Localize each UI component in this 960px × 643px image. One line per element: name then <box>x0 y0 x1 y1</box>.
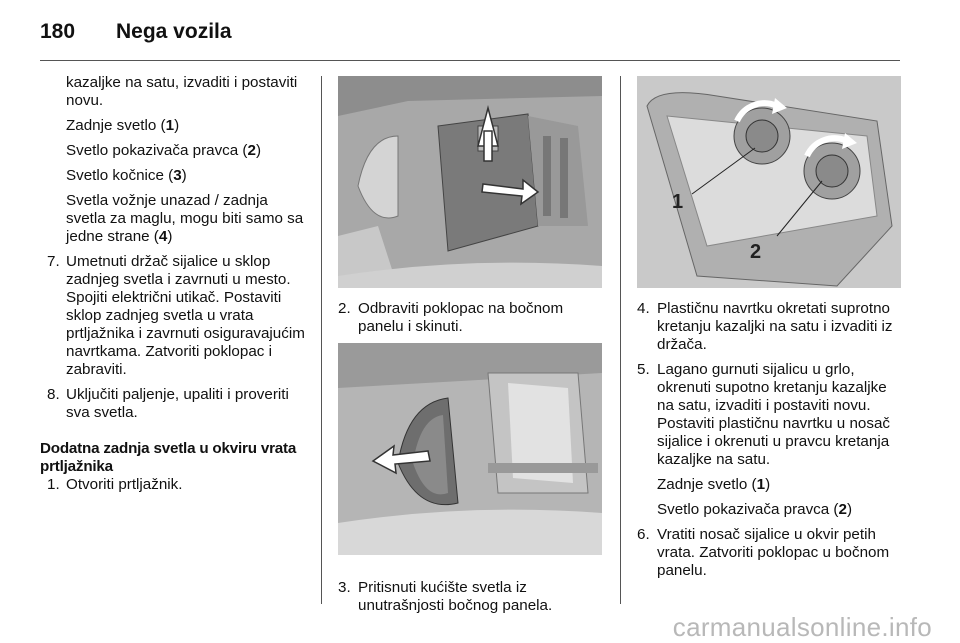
figure-bulb-holder <box>637 76 901 288</box>
column-divider-2 <box>620 76 621 604</box>
step-7: 7. Umetnuti držač sijalice u sklop zadnjeg svetla i zavrnuti u mesto. Spojiti električni utikač. Postaviti sklop zadnjeg svetla u vrata prtljažnika i zavrnuti osiguravajućim navrtkama. Zatvoriti poklopac i zabraviti. <box>47 253 305 378</box>
watermark: carmanualsonline.info <box>672 612 932 642</box>
section-subheading: Dodatna zadnja svetla u okviru vrata prtljažnika <box>40 440 297 475</box>
figure-light-housing <box>338 343 602 555</box>
bulb-line: Zadnje svetlo (1) <box>657 476 771 493</box>
callout-1: 1 <box>672 191 684 213</box>
step-1: 1. Otvoriti prtljažnik. <box>47 476 183 493</box>
bulb-line: Svetlo kočnice (3) <box>66 167 187 184</box>
column-divider-1 <box>321 76 322 604</box>
step-4: 4. Plastičnu navrtku okretati suprotno kretanju kazaljki na satu i izvaditi iz držača. <box>637 300 893 353</box>
continued-text: kazaljke na satu, izvaditi i postaviti novu. <box>66 74 298 109</box>
column-3 <box>637 76 905 587</box>
step-3: 3. Pritisnuti kućište svetla iz unutrašnjosti bočnog panela. <box>338 579 553 614</box>
bulb-line: Svetlo pokazivača pravca (2) <box>657 501 853 518</box>
step-5: 5. Lagano gurnuti sijalicu u grlo, okrenuti supotno kretanju kazaljke na satu, izvaditi i postaviti novu. Postaviti plastičnu navrtku u nosač sijalice i okrenuti u pravcu kretanja kazaljke na satu. <box>637 361 890 468</box>
figure-side-panel-cover <box>338 76 602 288</box>
header-divider <box>40 60 900 61</box>
bulb-holder-illustration <box>637 76 901 288</box>
page-number: 180 <box>40 20 76 43</box>
bulb-line: Svetla vožnje unazad / zadnja svetla za maglu, mogu biti samo sa jedne strane (4) <box>66 192 304 245</box>
step-2: 2. Odbraviti poklopac na bočnom panelu i skinuti. <box>338 300 564 335</box>
column-2 <box>338 76 606 622</box>
column-1 <box>40 74 308 501</box>
step-8: 8. Uključiti paljenje, upaliti i proveriti sva svetla. <box>47 386 289 421</box>
light-housing-illustration <box>338 343 602 555</box>
side-panel-cover-illustration <box>338 76 602 288</box>
bulb-line: Svetlo pokazivača pravca (2) <box>66 142 262 159</box>
bulb-line: Zadnje svetlo (1) <box>66 117 180 134</box>
page-header <box>40 20 232 52</box>
step-6: 6. Vratiti nosač sijalice u okvir petih vrata. Zatvoriti poklopac u bočnom panelu. <box>637 526 890 579</box>
page-title: Nega vozila <box>116 20 232 43</box>
callout-2: 2 <box>750 241 762 263</box>
